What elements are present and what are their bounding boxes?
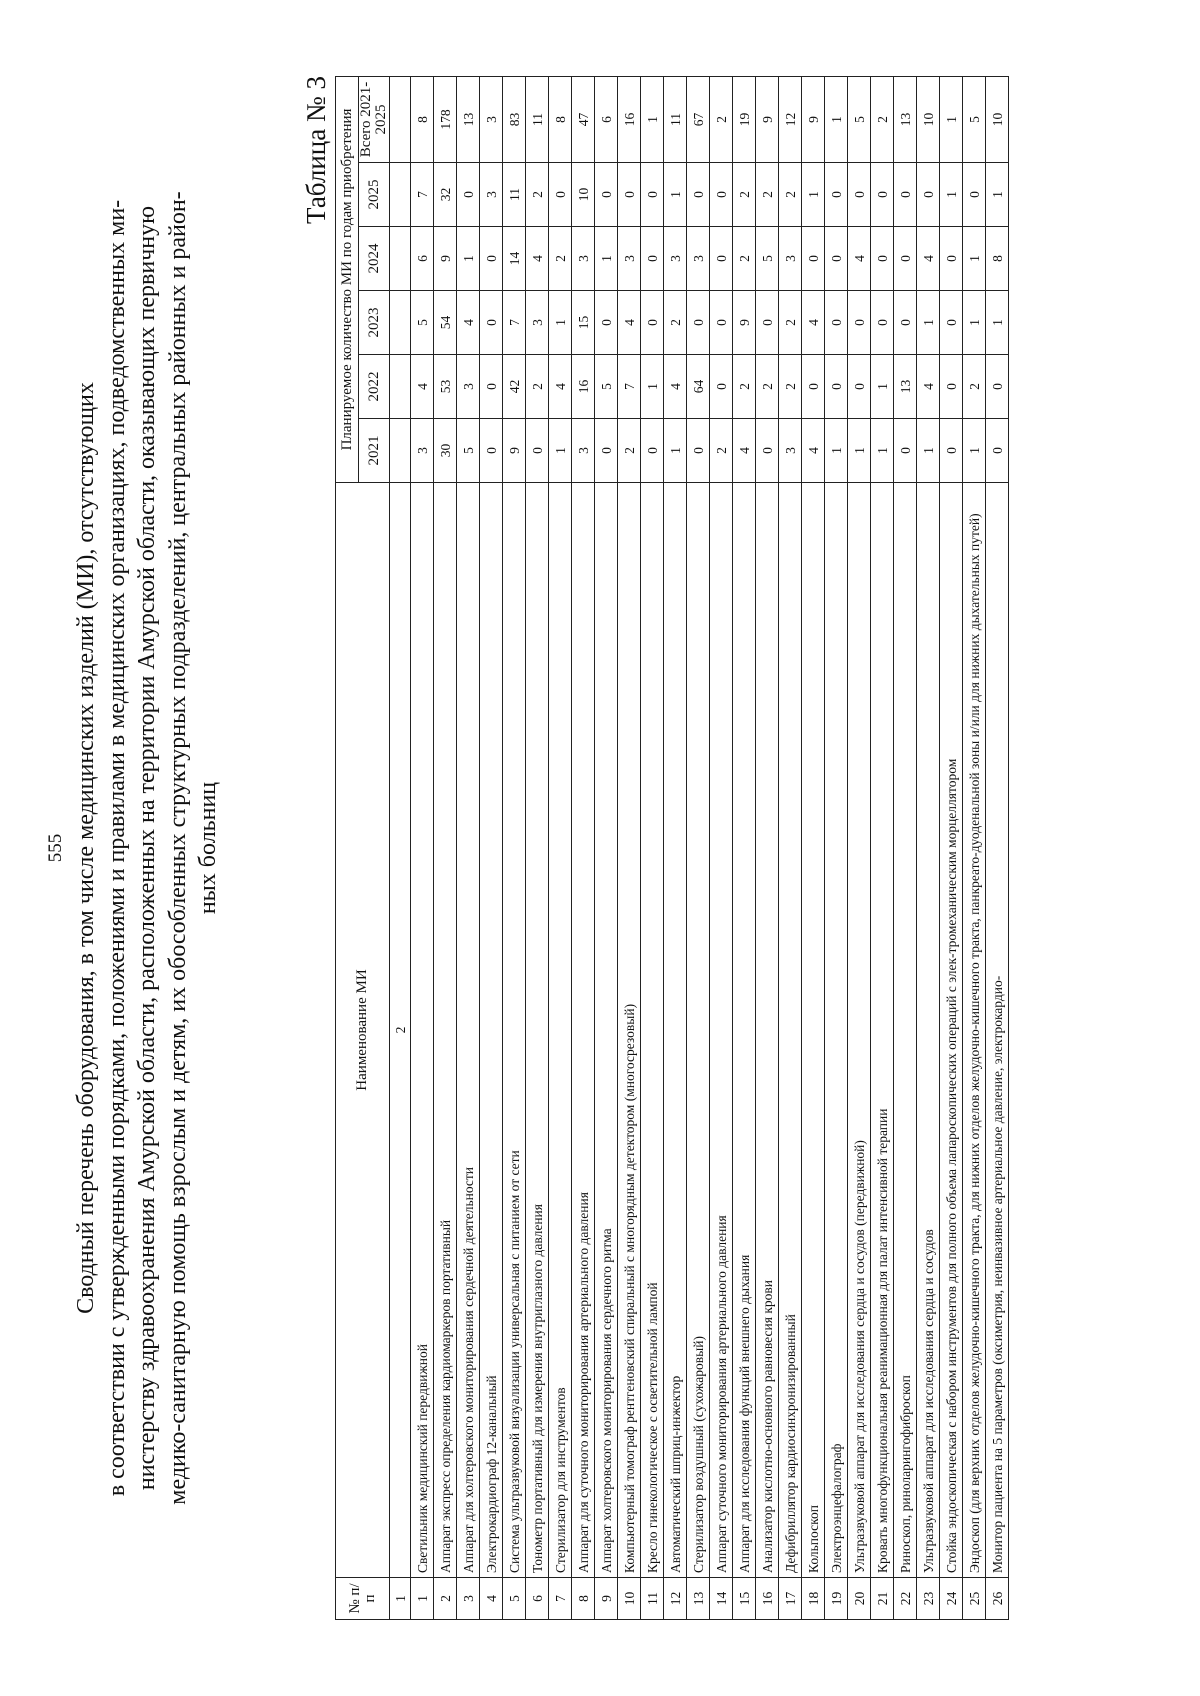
equipment-name: Электроэнцефалограф xyxy=(825,483,848,1578)
row-number: 7 xyxy=(549,1578,572,1620)
heading-line: Сводный перечень оборудования, в том числе медицинских изделий (МИ), отсутствующих xyxy=(73,382,99,1314)
row-number: 8 xyxy=(572,1578,595,1620)
value-total: 83 xyxy=(503,77,526,163)
value-2025: 0 xyxy=(963,163,986,227)
value-2022: 4 xyxy=(549,355,572,419)
row-number: 24 xyxy=(940,1578,963,1620)
value-2022: 7 xyxy=(618,355,641,419)
value-2025: 0 xyxy=(457,163,480,227)
row-number: 14 xyxy=(710,1578,733,1620)
table-caption: Таблица № 3 xyxy=(301,76,331,224)
value-2025: 0 xyxy=(848,163,871,227)
value-2024: 9 xyxy=(434,227,457,291)
value-2024: 0 xyxy=(940,227,963,291)
row-number: 3 xyxy=(457,1578,480,1620)
value-2022: 2 xyxy=(756,355,779,419)
value-2021: 0 xyxy=(526,419,549,483)
value-2022: 13 xyxy=(894,355,917,419)
table-row xyxy=(434,77,457,1620)
value-2024: 14 xyxy=(503,227,526,291)
value-2025: 2 xyxy=(756,163,779,227)
value-2022: 5 xyxy=(595,355,618,419)
value-total: 13 xyxy=(457,77,480,163)
value-total: 8 xyxy=(411,77,434,163)
table-row xyxy=(848,77,871,1620)
value-2023: 2 xyxy=(779,291,802,355)
heading-line: в соответствии с утвержденными порядками, положениями и правилами в медицинских организациях, подведомственных ми- xyxy=(103,199,130,1497)
equipment-name: Светильник медицинский передвижной xyxy=(411,483,434,1578)
value-2021: 0 xyxy=(480,419,503,483)
value-2023: 1 xyxy=(549,291,572,355)
table-row xyxy=(756,77,779,1620)
value-total: 5 xyxy=(848,77,871,163)
value-2024: 2 xyxy=(549,227,572,291)
table-row xyxy=(595,77,618,1620)
document-heading xyxy=(71,110,224,1586)
value-2025: 1 xyxy=(940,163,963,227)
value-2024: 5 xyxy=(756,227,779,291)
value-2022: 4 xyxy=(917,355,940,419)
value-total: 11 xyxy=(526,77,549,163)
value-2023: 2 xyxy=(664,291,687,355)
value-2024: 0 xyxy=(871,227,894,291)
value-2023: 0 xyxy=(940,291,963,355)
page-number: 555 xyxy=(45,833,66,863)
value-total: 19 xyxy=(733,77,756,163)
value-2021: 1 xyxy=(848,419,871,483)
equipment-name: Электрокардиограф 12-канальный xyxy=(480,483,503,1578)
value-2024: 0 xyxy=(710,227,733,291)
value-2025: 2 xyxy=(733,163,756,227)
value-2023: 54 xyxy=(434,291,457,355)
table-row xyxy=(480,77,503,1620)
equipment-name: Стерилизатор для инструментов xyxy=(549,483,572,1578)
row-number: 12 xyxy=(664,1578,687,1620)
value-total: 8 xyxy=(549,77,572,163)
value-2021: 3 xyxy=(779,419,802,483)
value-2024: 8 xyxy=(986,227,1009,291)
value-2023: 0 xyxy=(825,291,848,355)
header-name: Наименование МИ xyxy=(336,483,390,1578)
value-2022: 0 xyxy=(480,355,503,419)
table-row xyxy=(963,77,986,1620)
row-number: 25 xyxy=(963,1578,986,1620)
value-total: 9 xyxy=(756,77,779,163)
value-2021: 1 xyxy=(825,419,848,483)
value-2021: 0 xyxy=(940,419,963,483)
value-total: 178 xyxy=(434,77,457,163)
value-2025: 7 xyxy=(411,163,434,227)
value-2021: 4 xyxy=(733,419,756,483)
row-number: 23 xyxy=(917,1578,940,1620)
value-2025: 2 xyxy=(526,163,549,227)
value-2021: 0 xyxy=(595,419,618,483)
value-2025: 0 xyxy=(595,163,618,227)
row-number: 19 xyxy=(825,1578,848,1620)
value-2021: 2 xyxy=(618,419,641,483)
heading-line: ных больниц xyxy=(195,781,221,915)
value-2023: 0 xyxy=(710,291,733,355)
value-2021: 5 xyxy=(457,419,480,483)
value-2024: 0 xyxy=(802,227,825,291)
row-number: 21 xyxy=(871,1578,894,1620)
value-2021: 30 xyxy=(434,419,457,483)
value-2023: 0 xyxy=(894,291,917,355)
value-2025: 0 xyxy=(641,163,664,227)
column-number-row xyxy=(390,77,411,1620)
table-row xyxy=(894,77,917,1620)
header-year: 2025 xyxy=(359,163,390,227)
value-2024: 0 xyxy=(641,227,664,291)
value-2024: 1 xyxy=(457,227,480,291)
value-2022: 1 xyxy=(641,355,664,419)
value-2021: 0 xyxy=(641,419,664,483)
header-planned: Планируемое количество МИ по годам приобретения xyxy=(336,77,359,483)
row-number: 10 xyxy=(618,1578,641,1620)
value-2022: 4 xyxy=(664,355,687,419)
value-2025: 0 xyxy=(710,163,733,227)
value-2025: 1 xyxy=(664,163,687,227)
equipment-name: Компьютерный томограф рентгеновский спиральный с многорядным детектором (многосрезовый) xyxy=(618,483,641,1578)
table-row xyxy=(549,77,572,1620)
value-2025: 32 xyxy=(434,163,457,227)
column-number xyxy=(390,291,411,355)
value-total: 1 xyxy=(641,77,664,163)
column-number xyxy=(390,227,411,291)
value-2023: 0 xyxy=(687,291,710,355)
header-year: 2022 xyxy=(359,355,390,419)
value-2022: 2 xyxy=(526,355,549,419)
value-2024: 0 xyxy=(894,227,917,291)
table-row xyxy=(503,77,526,1620)
value-2021: 1 xyxy=(917,419,940,483)
value-2023: 1 xyxy=(986,291,1009,355)
table-row xyxy=(986,77,1009,1620)
heading-line: медико-санитарную помощь взрослым и детям, их обособленных структурных подразделений, центральных районных и район- xyxy=(164,191,191,1505)
table-row xyxy=(940,77,963,1620)
value-2022: 0 xyxy=(940,355,963,419)
value-2025: 1 xyxy=(986,163,1009,227)
row-number: 18 xyxy=(802,1578,825,1620)
row-number: 13 xyxy=(687,1578,710,1620)
value-2024: 1 xyxy=(595,227,618,291)
value-2022: 0 xyxy=(848,355,871,419)
value-2023: 0 xyxy=(480,291,503,355)
equipment-name: Стойка эндоскопическая с набором инструментов для полного объема лапароскопических операций с элек-тромеханическим морцеллятором xyxy=(940,483,963,1578)
row-number: 22 xyxy=(894,1578,917,1620)
equipment-name: Кровать многофункциональная реанимационная для палат интенсивной терапии xyxy=(871,483,894,1578)
equipment-name: Риноскоп, риноларингофиброскоп xyxy=(894,483,917,1578)
table-row xyxy=(664,77,687,1620)
header-total: Всего 2021-2025 xyxy=(359,77,390,163)
equipment-name: Автоматический шприц-инжектор xyxy=(664,483,687,1578)
value-2024: 3 xyxy=(618,227,641,291)
value-2025: 11 xyxy=(503,163,526,227)
value-2024: 3 xyxy=(572,227,595,291)
value-total: 11 xyxy=(664,77,687,163)
value-total: 47 xyxy=(572,77,595,163)
equipment-name: Система ультразвуковой визуализации универсальная с питанием от сети xyxy=(503,483,526,1578)
value-2023: 0 xyxy=(871,291,894,355)
value-2023: 0 xyxy=(641,291,664,355)
value-total: 10 xyxy=(986,77,1009,163)
equipment-name: Аппарат для исследования функций внешнего дыхания xyxy=(733,483,756,1578)
value-2022: 4 xyxy=(411,355,434,419)
value-2022: 1 xyxy=(871,355,894,419)
value-2022: 42 xyxy=(503,355,526,419)
value-2021: 3 xyxy=(572,419,595,483)
value-2023: 4 xyxy=(618,291,641,355)
value-total: 67 xyxy=(687,77,710,163)
table-row xyxy=(710,77,733,1620)
value-2025: 3 xyxy=(480,163,503,227)
table-row xyxy=(917,77,940,1620)
value-total: 10 xyxy=(917,77,940,163)
value-2025: 0 xyxy=(917,163,940,227)
header-num: № п/п xyxy=(336,1578,390,1620)
row-number: 20 xyxy=(848,1578,871,1620)
table-row xyxy=(871,77,894,1620)
value-2022: 3 xyxy=(457,355,480,419)
row-number: 9 xyxy=(595,1578,618,1620)
row-number: 1 xyxy=(411,1578,434,1620)
value-2021: 0 xyxy=(756,419,779,483)
value-2024: 4 xyxy=(526,227,549,291)
value-2021: 0 xyxy=(986,419,1009,483)
value-2021: 1 xyxy=(871,419,894,483)
table-row xyxy=(825,77,848,1620)
value-2024: 4 xyxy=(848,227,871,291)
value-2025: 0 xyxy=(871,163,894,227)
equipment-name: Стерилизатор воздушный (сухожаровый) xyxy=(687,483,710,1578)
value-2022: 64 xyxy=(687,355,710,419)
value-2022: 2 xyxy=(733,355,756,419)
value-2022: 53 xyxy=(434,355,457,419)
equipment-name: Тонометр портативный для измерения внутриглазного давления xyxy=(526,483,549,1578)
value-total: 6 xyxy=(595,77,618,163)
column-number xyxy=(390,77,411,163)
equipment-table xyxy=(335,76,1009,1620)
value-total: 5 xyxy=(963,77,986,163)
value-2025: 0 xyxy=(894,163,917,227)
value-2021: 1 xyxy=(963,419,986,483)
equipment-name: Анализатор кислотно-основного равновесия крови xyxy=(756,483,779,1578)
value-2024: 3 xyxy=(779,227,802,291)
row-number: 17 xyxy=(779,1578,802,1620)
table-row xyxy=(618,77,641,1620)
value-2022: 2 xyxy=(779,355,802,419)
equipment-name: Аппарат суточного мониторирования артериального давления xyxy=(710,483,733,1578)
equipment-name: Монитор пациента на 5 параметров (оксиметрия, неинвазивное артериальное давление, электрокардио- xyxy=(986,483,1009,1578)
value-total: 2 xyxy=(871,77,894,163)
column-number: 1 xyxy=(390,1578,411,1620)
value-2024: 3 xyxy=(664,227,687,291)
value-2021: 1 xyxy=(549,419,572,483)
equipment-table-container xyxy=(335,76,1009,1620)
table-row xyxy=(687,77,710,1620)
value-total: 16 xyxy=(618,77,641,163)
value-2024: 2 xyxy=(733,227,756,291)
equipment-name: Аппарат для суточного мониторирования артериального давления xyxy=(572,483,595,1578)
value-2023: 7 xyxy=(503,291,526,355)
row-number: 16 xyxy=(756,1578,779,1620)
value-total: 1 xyxy=(825,77,848,163)
value-2023: 1 xyxy=(963,291,986,355)
value-2021: 2 xyxy=(710,419,733,483)
value-2022: 0 xyxy=(710,355,733,419)
value-total: 9 xyxy=(802,77,825,163)
document-sheet xyxy=(45,50,1155,1646)
row-number: 2 xyxy=(434,1578,457,1620)
value-2021: 4 xyxy=(802,419,825,483)
value-total: 1 xyxy=(940,77,963,163)
value-2023: 0 xyxy=(595,291,618,355)
value-2025: 0 xyxy=(687,163,710,227)
table-row xyxy=(779,77,802,1620)
equipment-name: Кресло гинекологическое с осветительной лампой xyxy=(641,483,664,1578)
table-row xyxy=(572,77,595,1620)
row-number: 5 xyxy=(503,1578,526,1620)
value-2021: 0 xyxy=(687,419,710,483)
value-total: 3 xyxy=(480,77,503,163)
table-row xyxy=(641,77,664,1620)
value-2022: 16 xyxy=(572,355,595,419)
value-2025: 0 xyxy=(618,163,641,227)
row-number: 6 xyxy=(526,1578,549,1620)
value-total: 13 xyxy=(894,77,917,163)
value-2024: 3 xyxy=(687,227,710,291)
table-row xyxy=(526,77,549,1620)
value-2023: 5 xyxy=(411,291,434,355)
value-2023: 1 xyxy=(917,291,940,355)
header-year: 2021 xyxy=(359,419,390,483)
table-row xyxy=(411,77,434,1620)
value-2021: 3 xyxy=(411,419,434,483)
value-2021: 1 xyxy=(664,419,687,483)
equipment-name: Дефибриллятор кардиосинхронизированный xyxy=(779,483,802,1578)
value-2023: 9 xyxy=(733,291,756,355)
row-number: 4 xyxy=(480,1578,503,1620)
value-2021: 9 xyxy=(503,419,526,483)
column-number: 2 xyxy=(390,483,411,1578)
table-row xyxy=(733,77,756,1620)
value-2025: 1 xyxy=(802,163,825,227)
value-2023: 3 xyxy=(526,291,549,355)
value-total: 2 xyxy=(710,77,733,163)
value-2022: 0 xyxy=(802,355,825,419)
equipment-name: Аппарат холтеровского мониторирования сердечного ритма xyxy=(595,483,618,1578)
value-2023: 4 xyxy=(802,291,825,355)
value-2023: 0 xyxy=(756,291,779,355)
value-2024: 6 xyxy=(411,227,434,291)
value-2022: 0 xyxy=(825,355,848,419)
equipment-name: Аппарат экспресс определения кардиомаркеров портативный xyxy=(434,483,457,1578)
value-2022: 0 xyxy=(986,355,1009,419)
value-2024: 4 xyxy=(917,227,940,291)
table-row xyxy=(802,77,825,1620)
column-number xyxy=(390,419,411,483)
equipment-name: Ультразвуковой аппарат для исследования сердца и сосудов xyxy=(917,483,940,1578)
equipment-name: Аппарат для холтеровского мониторирования сердечной деятельности xyxy=(457,483,480,1578)
equipment-name: Ультразвуковой аппарат для исследования сердца и сосудов (передвижной) xyxy=(848,483,871,1578)
row-number: 26 xyxy=(986,1578,1009,1620)
table-row xyxy=(457,77,480,1620)
value-2021: 0 xyxy=(894,419,917,483)
value-2023: 15 xyxy=(572,291,595,355)
table-body xyxy=(390,77,1009,1620)
value-total: 12 xyxy=(779,77,802,163)
value-2024: 0 xyxy=(825,227,848,291)
column-number xyxy=(390,163,411,227)
equipment-name: Эндоскоп (для верхних отделов желудочно-кишечного тракта, для нижних отделов желудочно-кишечного тракта, панкреато-дуоденальной зоны и/или для нижних дыхательных путей) xyxy=(963,483,986,1578)
value-2023: 0 xyxy=(848,291,871,355)
row-number: 15 xyxy=(733,1578,756,1620)
value-2024: 0 xyxy=(480,227,503,291)
value-2023: 4 xyxy=(457,291,480,355)
value-2025: 10 xyxy=(572,163,595,227)
column-number xyxy=(390,355,411,419)
equipment-name: Кольпоскоп xyxy=(802,483,825,1578)
value-2025: 2 xyxy=(779,163,802,227)
heading-line: нистерству здравоохранения Амурской области, расположенных на территории Амурской области, оказывающих первичную xyxy=(134,205,160,1491)
row-number: 11 xyxy=(641,1578,664,1620)
value-2025: 0 xyxy=(825,163,848,227)
header-year: 2024 xyxy=(359,227,390,291)
header-year: 2023 xyxy=(359,291,390,355)
value-2024: 1 xyxy=(963,227,986,291)
value-2025: 0 xyxy=(549,163,572,227)
value-2022: 2 xyxy=(963,355,986,419)
